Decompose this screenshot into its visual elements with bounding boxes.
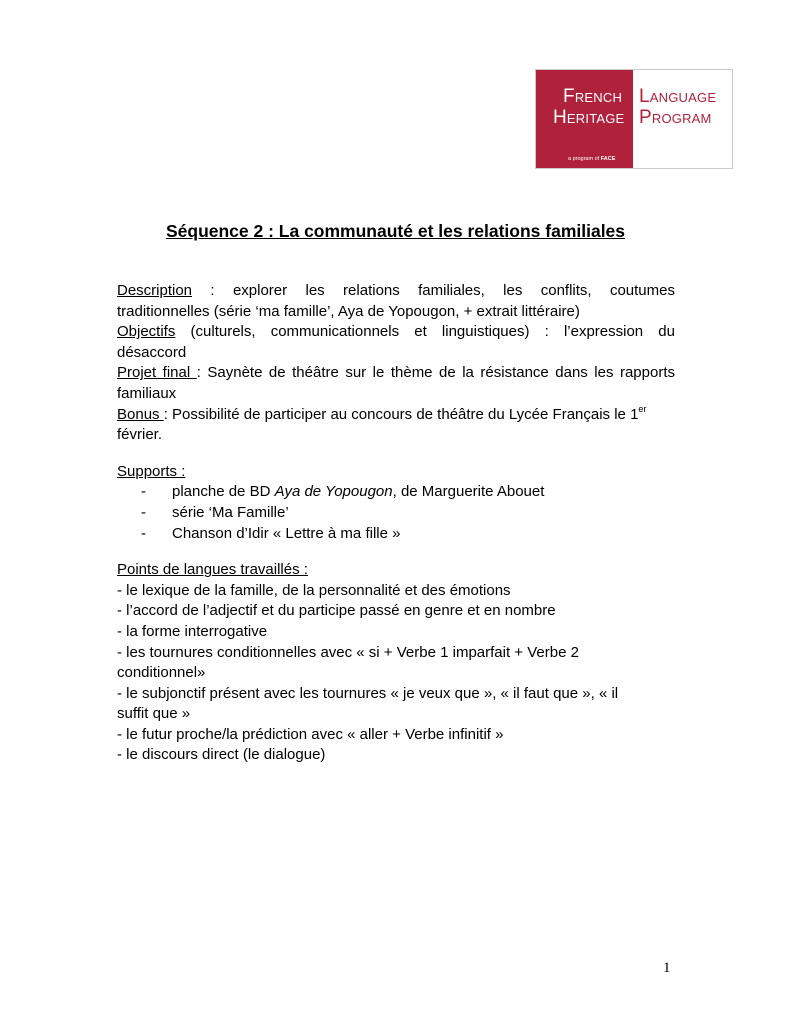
description-line-2: traditionnelles (série ‘ma famille’, Aya de Yopougon, + extrait littéraire) <box>117 302 580 320</box>
logo-word-language: LANGUAGE <box>639 86 717 107</box>
description-label: Description <box>117 282 193 299</box>
list-dash: - <box>141 483 146 501</box>
logo-word-program: PROGRAM <box>639 107 712 128</box>
list-item-text: planche de BD Aya de Yopougon, de Marguerite Abouet <box>172 483 545 501</box>
list-item-text: série ‘Ma Famille’ <box>172 503 289 521</box>
points-line: conditionnel» <box>117 664 206 682</box>
bonus-line <box>117 405 675 426</box>
points-line: - les tournures conditionnelles avec « si + Verbe 1 imparfait + Verbe 2 <box>117 643 579 661</box>
page-title: Séquence 2 : La communauté et les relations familiales <box>165 221 626 241</box>
list-item <box>117 503 675 524</box>
points-line: - le subjonctif présent avec les tournures « je veux que », « il faut que », « il <box>117 684 619 702</box>
points-line: suffit que » <box>117 705 191 723</box>
bonus-superscript: er <box>638 403 647 414</box>
logo-tagline: a program of FACE <box>568 156 616 162</box>
description-text: : explorer les relations familiales, les conflits, coutumes <box>192 282 675 299</box>
projet-line <box>117 363 675 384</box>
objectifs-text: (culturels, communicationnels et linguistiques) : l’expression du <box>175 323 675 341</box>
objectifs-line-2: désaccord <box>117 343 187 361</box>
points-line: - la forme interrogative <box>117 622 268 640</box>
document-body <box>117 281 675 766</box>
list-dash: - <box>141 524 146 542</box>
logo-word-french: FRENCH <box>563 86 623 107</box>
list-dash: - <box>141 503 146 521</box>
page-number: 1 <box>663 960 671 976</box>
objectifs-label: Objectifs <box>117 323 176 341</box>
points-line: - le lexique de la famille, de la personnalité et des émotions <box>117 581 511 599</box>
french-heritage-logo <box>535 69 733 169</box>
supports-heading: Supports : <box>117 462 186 480</box>
points-heading: Points de langues travaillés : <box>117 561 308 579</box>
bonus-text: : Possibilité de participer au concours de théâtre du Lycée Français le 1 <box>163 405 639 423</box>
description-line <box>117 281 675 302</box>
logo-left-panel <box>536 70 633 168</box>
objectifs-line <box>117 322 675 343</box>
points-line: - l’accord de l’adjectif et du participe passé en genre et en nombre <box>117 602 556 620</box>
bonus-line-2: février. <box>117 426 163 444</box>
projet-label: Projet final <box>117 364 197 382</box>
points-line: - le discours direct (le dialogue) <box>117 746 326 764</box>
projet-text: : Saynète de théâtre sur le thème de la résistance dans les rapports <box>196 364 675 382</box>
bonus-label: Bonus <box>117 405 164 423</box>
list-item-text: Chanson d’Idir « Lettre à ma fille » <box>172 524 401 542</box>
list-item <box>117 524 675 545</box>
projet-line-2: familiaux <box>117 384 177 402</box>
logo-word-heritage: HERITAGE <box>553 107 625 128</box>
list-item <box>117 482 675 503</box>
points-line: - le futur proche/la prédiction avec « aller + Verbe infinitif » <box>117 725 504 743</box>
logo-right-panel <box>633 70 732 168</box>
